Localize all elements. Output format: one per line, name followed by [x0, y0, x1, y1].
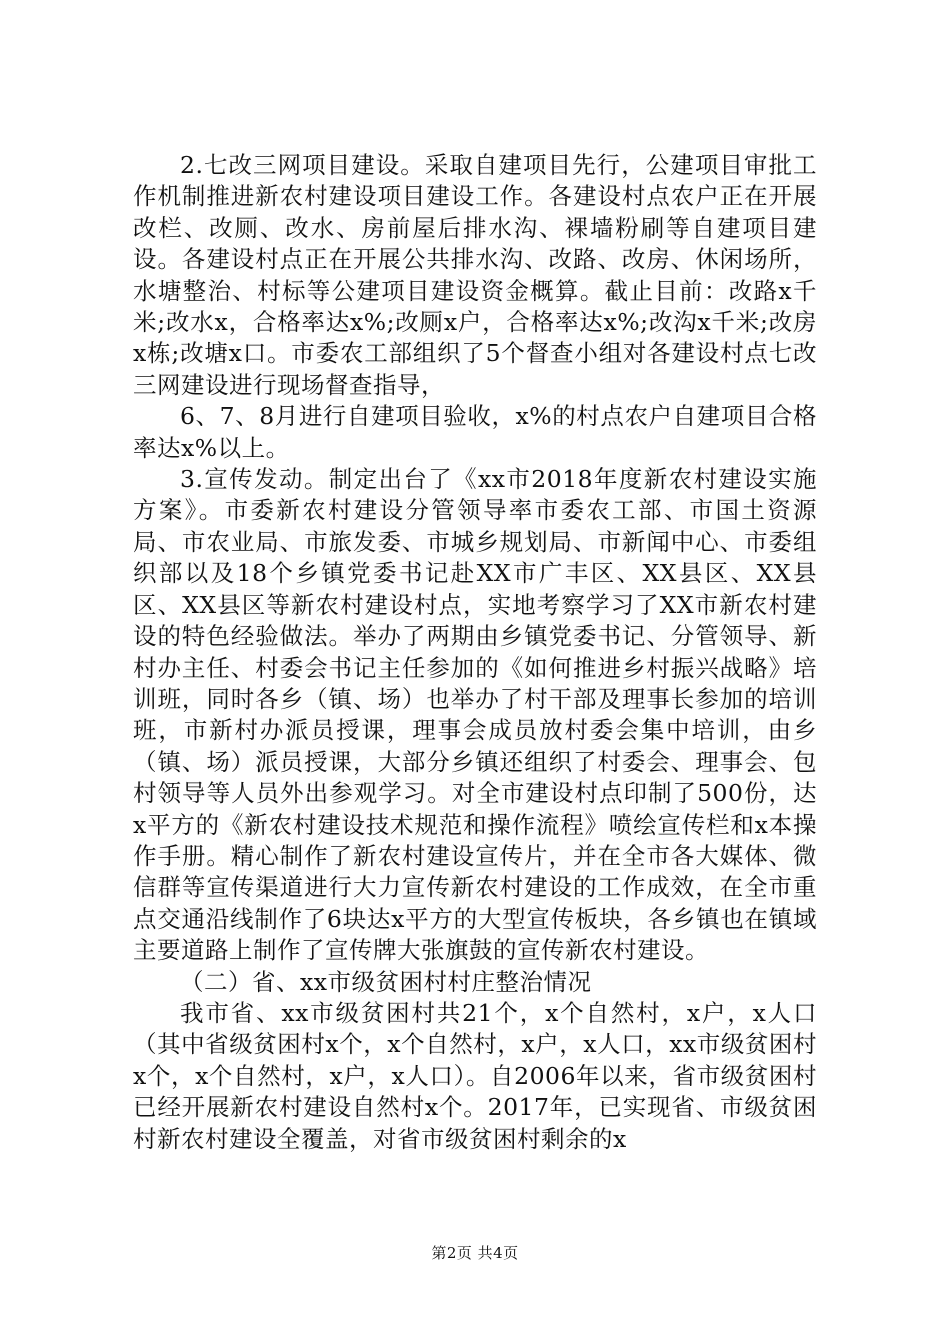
- section-heading-poor-villages: （二）省、xx市级贫困村村庄整治情况: [180, 967, 592, 996]
- page-number-footer: 第2页 共4页: [431, 1244, 519, 1262]
- document-body: [133, 150, 817, 1155]
- paragraph-seven-reforms: 2.七改三网项目建设。采取自建项目先行，公建项目审批工作机制推进新农村建设项目建设工作。各建设村点农户正在开展改栏、改厕、改水、房前屋后排水沟、裸墙粉刷等自建项目建设。各建设村点正在开展公共排水沟、改路、改房、休闲场所，水塘整治、村标等公建项目建设资金概算。截止目前：改路x千米;改水x，合格率达x%;改厕x户，合格率达x%;改沟x千米;改房x栋;改塘x口。市委农工部组织了5个督查小组对各建设村点七改三网建设进行现场督查指导，: [133, 151, 817, 399]
- paragraph-poor-villages: 我市省、xx市级贫困村共21个，x个自然村，x户，x人口（其中省级贫困村x个，x个自然村，x户，x人口，xx市级贫困村x个，x个自然村，x户，x人口）。自2006年以来，省市级贫困村已经开展新农村建设自然村x个。2017年，已实现省、市级贫困村新农村建设全覆盖，对省市级贫困村剩余的x: [133, 998, 817, 1153]
- paragraph-publicity: 3.宣传发动。制定出台了《xx市2018年度新农村建设实施方案》。市委新农村建设分管领导率市委农工部、市国土资源局、市农业局、市旅发委、市城乡规划局、市新闻中心、市委组织部以及18个乡镇党委书记赴XX市广丰区、XX县区、XX县区、XX县区等新农村建设村点，实地考察学习了XX市新农村建设的特色经验做法。举办了两期由乡镇党委书记、分管领导、新村办主任、村委会书记主任参加的《如何推进乡村振兴战略》培训班，同时各乡（镇、场）也举办了村干部及理事长参加的培训班，市新村办派员授课，理事会成员放村委会集中培训，由乡（镇、场）派员授课，大部分乡镇还组织了村委会、理事会、包村领导等人员外出参观学习。对全市建设村点印制了500份，达x平方的《新农村建设技术规范和操作流程》喷绘宣传栏和x本操作手册。精心制作了新农村建设宣传片，并在全市各大媒体、微信群等宣传渠道进行大力宣传新农村建设的工作成效，在全市重点交通沿线制作了6块达x平方的大型宣传板块，各乡镇也在镇域主要道路上制作了宣传牌大张旗鼓的宣传新农村建设。: [133, 465, 817, 965]
- paragraph-acceptance: 6、7、8月进行自建项目验收，x%的村点农户自建项目合格率达x%以上。: [133, 402, 817, 462]
